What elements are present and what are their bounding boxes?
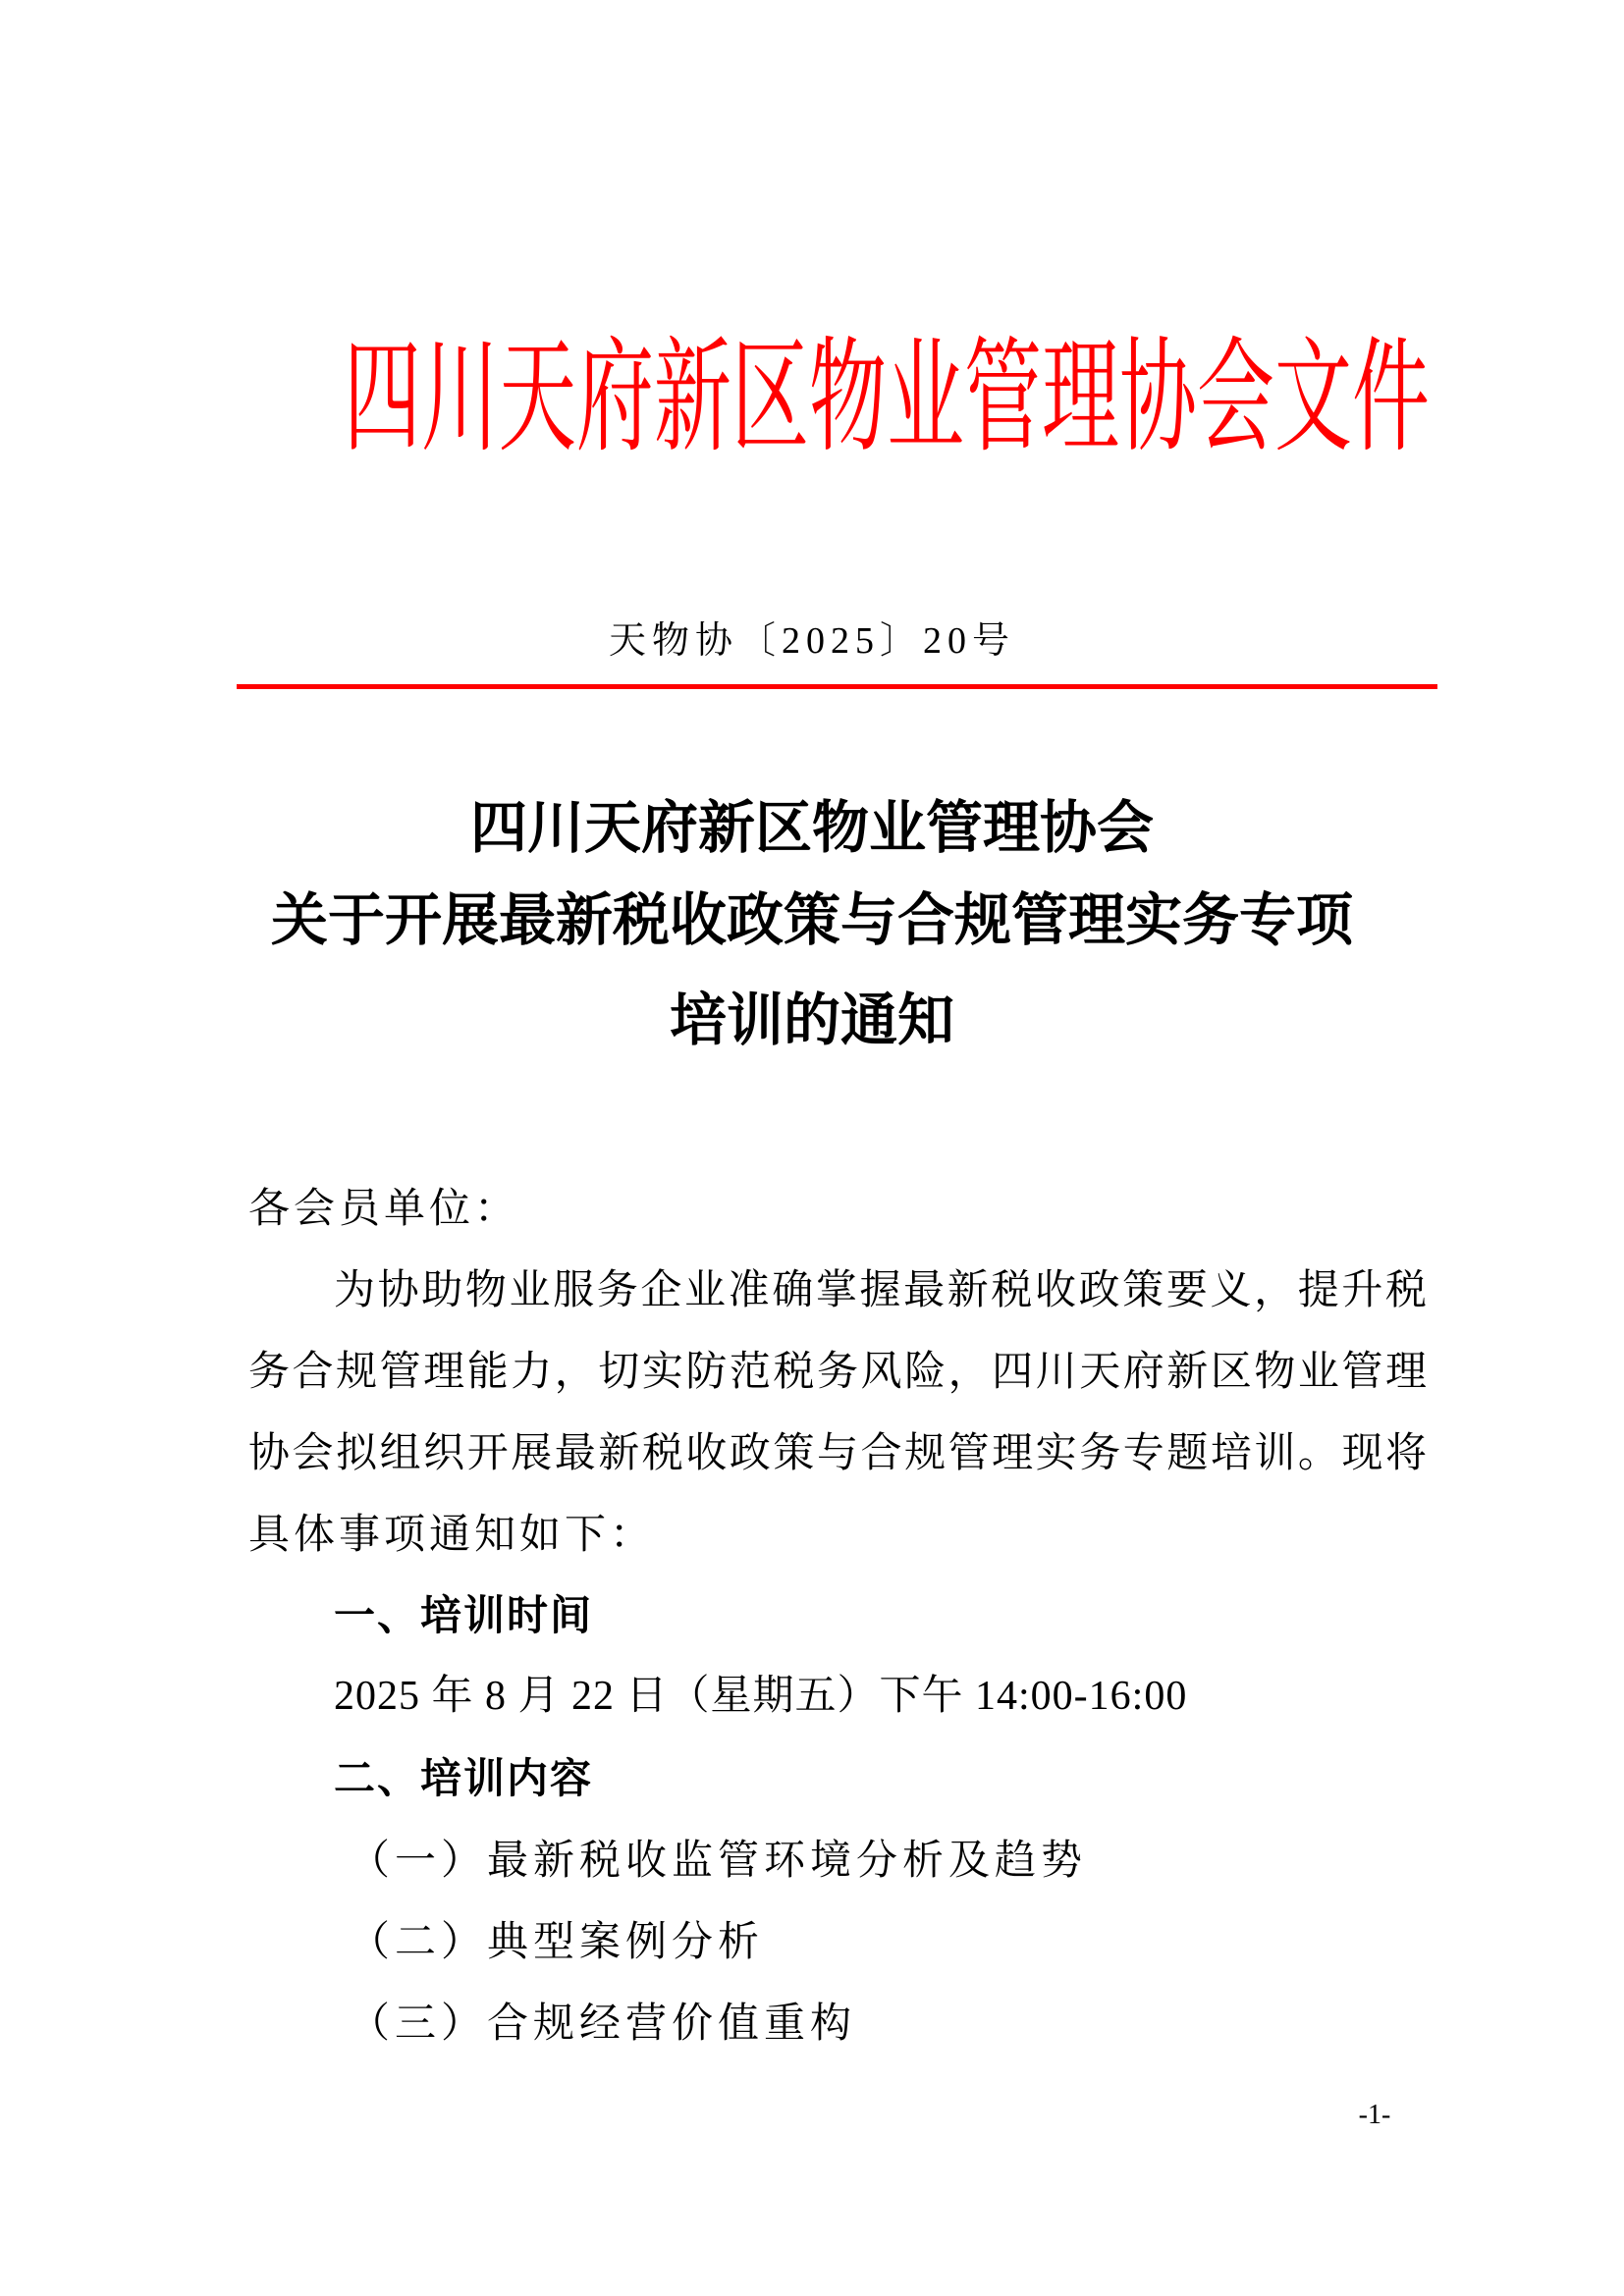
red-header-title: [344, 325, 1430, 470]
header-char: 川: [421, 325, 499, 470]
header-char: 件: [1352, 325, 1430, 470]
intro-paragraph-line: 具体事项通知如下：: [248, 1510, 656, 1558]
content-item: （一）最新税收监管环境分析及趋势: [349, 1836, 1088, 1884]
intro-paragraph-line: 协会拟组织开展最新税收政策与合规管理实务专题培训。现将: [248, 1428, 1427, 1476]
header-char: 协: [1119, 325, 1197, 470]
document-number: 天物协〔2025〕20号: [608, 620, 1015, 662]
notice-title-line-2: 关于开展最新税收政策与合规管理实务专项: [270, 886, 1353, 953]
header-char: 业: [887, 325, 964, 470]
salutation: 各会员单位：: [248, 1184, 520, 1232]
header-char: 天: [499, 325, 576, 470]
header-char: 会: [1197, 325, 1274, 470]
intro-paragraph-line: 为协助物业服务企业准确掌握最新税收政策要义，提升税: [334, 1265, 1427, 1313]
notice-title-line-3: 培训的通知: [669, 987, 954, 1053]
red-divider-line: [237, 684, 1437, 689]
header-char: 物: [809, 325, 887, 470]
section-heading-content: 二、培训内容: [334, 1754, 594, 1802]
intro-paragraph-line: 务合规管理能力，切实防范税务风险，四川天府新区物业管理: [248, 1347, 1427, 1395]
header-char: 新: [654, 325, 731, 470]
header-char: 府: [576, 325, 654, 470]
header-char: 区: [731, 325, 809, 470]
header-char: 文: [1274, 325, 1352, 470]
header-char: 管: [964, 325, 1042, 470]
section-heading-time: 一、培训时间: [334, 1591, 594, 1639]
page-number: -1-: [1358, 2100, 1391, 2130]
notice-title-line-1: 四川天府新区物业管理协会: [469, 794, 1154, 861]
content-item: （二）典型案例分析: [349, 1917, 765, 1965]
header-char: 理: [1042, 325, 1119, 470]
content-item: （三）合规经营价值重构: [349, 1999, 857, 2047]
training-datetime: 2025 年 8 月 22 日（星期五）下午 14:00-16:00: [334, 1674, 1188, 1719]
header-char: 四: [344, 325, 421, 470]
